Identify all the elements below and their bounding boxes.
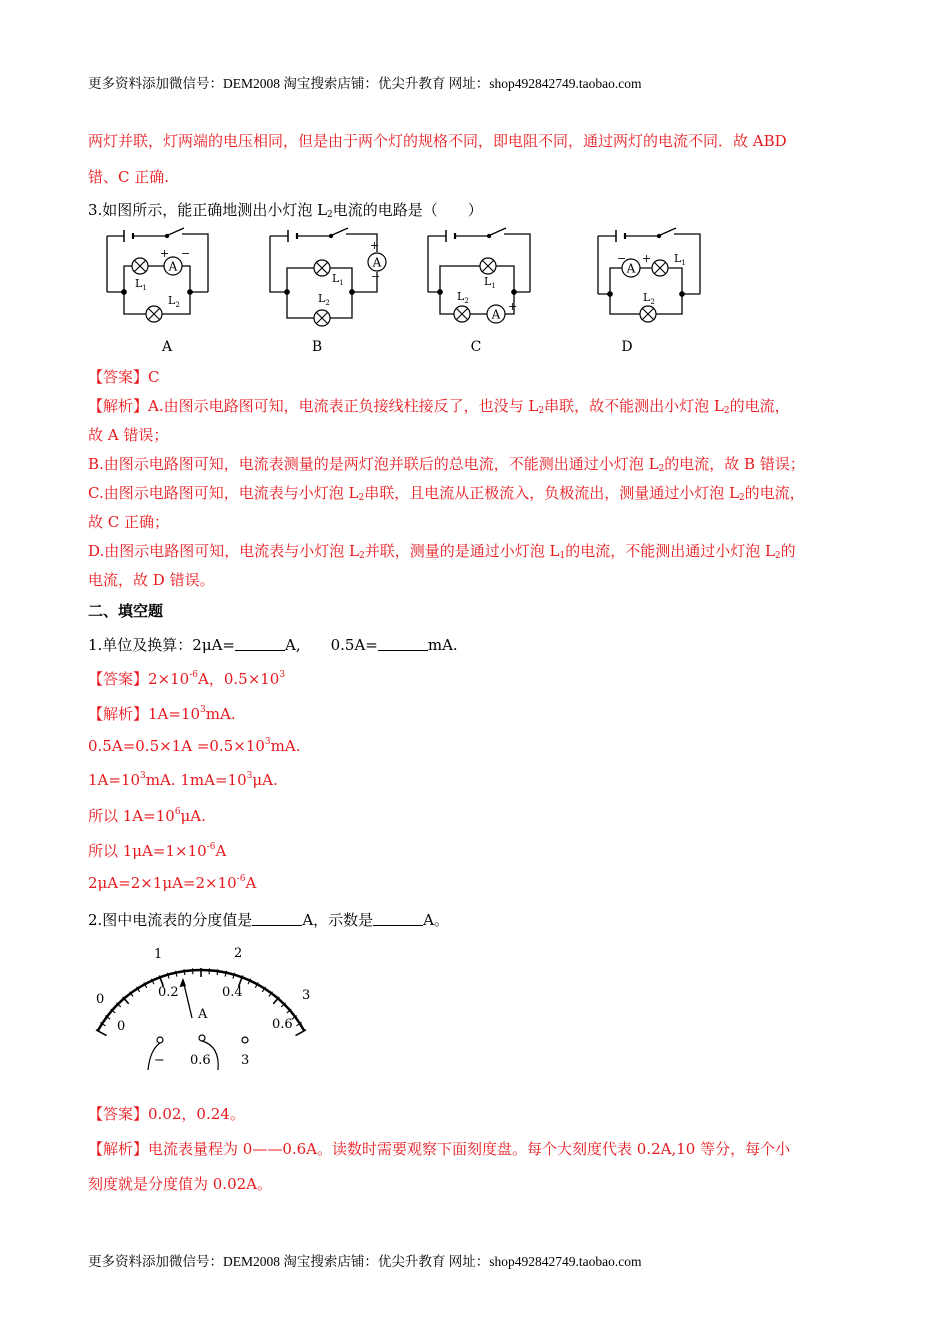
- f1-blank-1[interactable]: [235, 638, 285, 651]
- terminal-06: 0.6: [190, 1053, 211, 1068]
- f2-analysis-2: 刻度就是分度值为 0.02A。: [88, 1175, 272, 1193]
- q3-analysis-d1: D.由图示电路图可知，电流表与小灯泡 $L_2$并联，测量的是通过小灯泡 $L_1$的电流，不能测出通过小灯泡 $L_2$的: [88, 542, 796, 561]
- option-label-d: D: [621, 339, 633, 355]
- dial-bottom-06: 0.6: [272, 1017, 293, 1032]
- polarity-a-plus: +: [160, 247, 170, 260]
- dial-pointer-head: [180, 978, 187, 987]
- f2-stem: 2.图中电流表的分度值是 A，示数是 A。: [88, 911, 450, 929]
- q3-analysis-d2: 电流，故 D 错误。: [88, 571, 215, 589]
- f2-analysis-1: 【解析】电流表量程为 0——0.6A。读数时需要观察下面刻度盘。每个大刻度代表 0.2A,10 等分，每个小: [88, 1140, 791, 1158]
- f1-answer: 【答案】$2\times 10^{-6}A$，$0.5\times 10^3$: [88, 670, 286, 688]
- polarity-d-minus: −: [617, 252, 627, 265]
- lamp-b2: [314, 310, 330, 326]
- ammeter-a-symbol: A: [168, 259, 178, 274]
- label-d1: $L_1$: [674, 252, 686, 267]
- ammeter-c-symbol: A: [491, 307, 501, 322]
- prev-analysis-line1: 两灯并联，灯两端的电压相同，但是由于两个灯的规格不同，即电阻不同，通过两灯的电流不同．故 ABD: [88, 132, 787, 150]
- lamp-a1: [132, 258, 148, 274]
- label-a1: $L_1$: [135, 277, 147, 292]
- f1-analysis-5: 所以 $1\mu A=1\times 10^{-6}A$: [88, 842, 227, 860]
- ammeter-d-symbol: A: [626, 261, 636, 276]
- f2-blank-1[interactable]: [252, 913, 302, 926]
- q3-analysis-b: B.由图示电路图可知，电流表测量的是两灯泡并联后的总电流，不能测出通过小灯泡 $L_2$的电流，故 B 错误；: [88, 455, 805, 474]
- q3-answer-tag: 【答案】: [88, 368, 149, 386]
- q3-stem-a: 3.如图所示，能正确地测出小灯泡 L: [88, 201, 328, 219]
- polarity-b-plus: +: [370, 239, 380, 252]
- dial-top-3: 3: [302, 988, 311, 1003]
- dial-terminals: [148, 1035, 249, 1070]
- terminal-minus: −: [154, 1053, 165, 1068]
- ammeter-dial: [90, 942, 330, 1082]
- dial-bottom-0: 0: [117, 1019, 126, 1034]
- page-header: 更多资料添加微信号：DEM2008 淘宝搜索店铺：优尖升教育 网址：shop492842749.taobao.com: [88, 76, 642, 91]
- lamp-a2: [146, 306, 162, 322]
- q3-stem-b: 电流的电路是（ ）: [332, 201, 483, 219]
- q3-stem: [88, 199, 483, 220]
- dial-bottom-04: 0.4: [222, 985, 243, 1000]
- option-label-c: C: [470, 339, 482, 355]
- f2-blank-2[interactable]: [373, 913, 423, 926]
- f1-analysis-4: 所以 $1A=10^6\mu A$.: [88, 807, 206, 825]
- q3-analysis-c2: 故 C 正确；: [88, 513, 170, 531]
- q3-answer: [88, 366, 160, 387]
- label-d2: $L_2$: [643, 291, 655, 306]
- option-label-a: A: [161, 339, 173, 355]
- polarity-b-minus: −: [371, 270, 381, 283]
- ammeter-b-symbol: A: [372, 255, 382, 270]
- q3-analysis-a1: 【解析】A.由图示电路图可知，电流表正负接线柱接反了，也没与 $L_2$串联，故不能测出小灯泡 $L_2$的电流，: [88, 397, 790, 416]
- dial-unit: A: [198, 1007, 208, 1022]
- section-title: 二、填空题: [88, 602, 164, 620]
- dial-top-1: 1: [154, 947, 163, 962]
- ammeter-b: [368, 253, 386, 271]
- label-a2: $L_2$: [168, 294, 180, 309]
- f1-blank-2[interactable]: [378, 638, 428, 651]
- circuit-a: [107, 228, 208, 314]
- label-c1: $L_1$: [484, 275, 496, 290]
- f1-analysis-6: $2\mu A=2\times 1\mu A=2\times 10^{-6}A$: [88, 874, 257, 892]
- lamp-b1: [314, 260, 330, 276]
- circuit-diagrams: [90, 222, 730, 362]
- dial-bottom-02: 0.2: [158, 985, 179, 1000]
- label-b2: $L_2$: [318, 292, 330, 307]
- polarity-d-plus: +: [642, 252, 652, 265]
- f1-analysis-1: 【解析】$1A=10^3mA$.: [88, 705, 236, 723]
- terminal-3: 3: [241, 1053, 250, 1068]
- lamp-d2: [640, 306, 656, 322]
- f1-analysis-2: $0.5A=0.5\times 1A =0.5\times 10^3mA$.: [88, 737, 301, 755]
- lamp-d1: [652, 260, 668, 276]
- lamp-c1: [480, 258, 496, 274]
- option-label-b: B: [311, 339, 323, 355]
- q3-analysis-c1: C.由图示电路图可知，电流表与小灯泡 $L_2$串联，且电流从正极流入，负极流出，测量通过小灯泡 $L_2$的电流，: [88, 484, 805, 503]
- q3-analysis-a2: 故 A 错误；: [88, 426, 169, 444]
- f1-stem: 1.单位及换算：2μA= A, 0.5A= mA.: [88, 636, 458, 654]
- q3-answer-value: C: [148, 368, 160, 386]
- label-b1: $L_1$: [332, 272, 344, 287]
- lamp-c2: [454, 306, 470, 322]
- q3-stem-sub: 2: [327, 210, 333, 220]
- label-c2: $L_2$: [457, 290, 469, 305]
- f2-answer: 【答案】0.02，0.24。: [88, 1105, 245, 1123]
- q3-analysis-tag: 【解析】: [88, 397, 149, 415]
- page-footer: 更多资料添加微信号：DEM2008 淘宝搜索店铺：优尖升教育 网址：shop492842749.taobao.com: [88, 1254, 642, 1269]
- f1-analysis-3: $1A=10^3mA$. $1mA=10^3\mu A$.: [88, 771, 278, 789]
- dial-top-2: 2: [234, 946, 243, 961]
- prev-analysis-line2: 错、C 正确.: [88, 168, 170, 186]
- polarity-a-minus: −: [181, 247, 191, 260]
- dial-top-0: 0: [96, 992, 105, 1007]
- polarity-c-plus: +: [508, 300, 518, 313]
- ammeter-c: [487, 305, 505, 323]
